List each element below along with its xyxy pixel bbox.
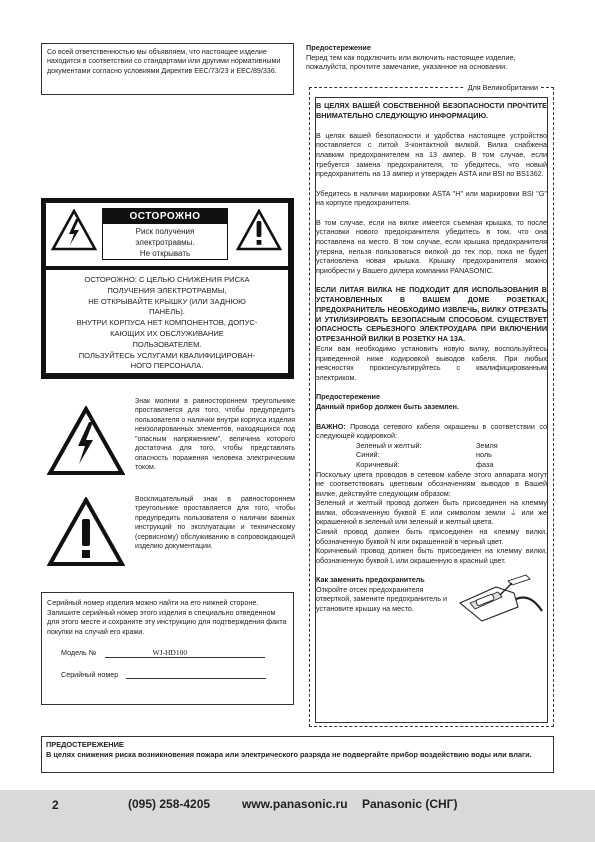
important-text: Провода сетевого кабеля окрашены в соответствии со следующей кодировкой: [316, 421, 547, 441]
declaration-box [41, 43, 294, 95]
bottom-warning-title: ПРЕДОСТЕРЕЖЕНИЕ [46, 740, 124, 749]
wire-row [356, 450, 500, 460]
serial-text-1: Серийный номер изделия можно найти на его нижней стороне. [47, 598, 259, 607]
uk-box [309, 83, 554, 727]
caution-label [41, 198, 294, 379]
caution-top-row [46, 203, 288, 266]
exclamation-symbol-icon [47, 497, 125, 567]
model-label: Модель № [61, 648, 97, 657]
lightning-description: Знак молнии в равностороннем треугольнике проставляется для того, чтобы предупредить пользователя о наличии внутри корпуса изделия неизолированных элементов, находящихся под "опасным напряжением", величина которого достаточна для того, чтобы представлять опасность поражения человека электрическим током. [135, 398, 295, 472]
uk-paragraph-1: В целях вашей безопасности и удобства настоящее устройство поставляется с литой 3-контактной вилкой. Вилка снабжена плавким предохранителем на 13 ампер. В том случае, если требуется замена предохранителя, то убедитесь, что новый предохранитель на 13 ампер и утвержден ASTA или BSI по BS1362. [316, 130, 547, 179]
fuse-text: Откройте отсек предохранителя отверткой, замените предохранитель и установите крышку на место. [316, 584, 447, 614]
caution-sub-line: электротравмы. [135, 238, 195, 247]
caution-main [46, 270, 288, 373]
important-paragraph [316, 422, 547, 441]
uk-paragraph-8: Коричневый провод должен быть присоединен на клемму вилки, обозначенную буквой L или окрашенную в красный цвет. [316, 546, 547, 565]
serial-box [41, 592, 294, 705]
exclamation-description: Восклицательный знак в равностороннем треугольнике проставляется для того, чтобы предупредить пользователя о наличии важных инструкций по эксплуатации и техническому (сервисному) обслуживанию в сопровождающей изделию документации. [135, 496, 295, 551]
footer-site-link[interactable]: www.panasonic.ru [242, 797, 348, 811]
wire-role: Земля [476, 440, 498, 450]
uk-label: Для Великобритании [465, 82, 541, 93]
serial-row [61, 670, 288, 680]
cut-plug-warning: ЕСЛИ ЛИТАЯ ВИЛКА НЕ ПОДХОДИТ ДЛЯ ИСПОЛЬЗОВАНИЯ В УСТАНОВЛЕННЫХ В ВАШЕМ ДОМЕ РОЗЕТКАХ, ПРЕДОХРАНИТЕЛЬ НЕОБХОДИМО ИЗВЛЕЧЬ, ВИЛКУ ОТРЕЗАТЬ И УТИЛИЗИРОВАТЬ БЕЗОПАСНЫМ СПОСОБОМ. СУЩЕСТВУЕТ ОПАСНОСТЬ СЕРЬЕЗНОГО ЭЛЕКТРОУДАРА ПРИ ВКЛЮЧЕНИИ ОТРЕЗАННОЙ ВИЛКИ В РОЗЕТКУ НА 13А. [316, 285, 547, 344]
wire-color: Зеленый и желтый: [356, 440, 422, 450]
uk-paragraph-6: Зеленый и желтый провод должен быть присоединен на клемму вилки, обозначенную буквой Е или символом земли ⏚ или же окрашенной в зеленый или зеленый и желтый цвета. [316, 498, 547, 527]
fuse-section [316, 575, 547, 625]
fuse-title: Как заменить предохранитель [316, 575, 425, 585]
caution-sub-line: Риск получения [135, 227, 195, 236]
caution-title: ОСТОРОЖНО [103, 209, 227, 224]
important-label: ВАЖНО: [316, 421, 346, 431]
caution-sub-line: Не открывать [139, 249, 191, 258]
lightning-symbol-icon [47, 406, 125, 476]
exclamation-triangle-icon [236, 209, 282, 251]
footer-brand: Panasonic (СНГ) [362, 797, 458, 811]
wire-color: Синий: [356, 450, 380, 460]
uk-paragraph-7: Синий провод должен быть присоединен на клемму вилки, обозначенную буквой N или окрашенной в черный цвет. [316, 527, 547, 546]
serial-field[interactable] [126, 670, 266, 679]
earth-title: Предостережение [316, 392, 380, 402]
model-row [61, 648, 288, 658]
earth-text: Данный прибор должен быть заземлен. [316, 401, 459, 411]
safety-heading: В ЦЕЛЯХ ВАШЕЙ СОБСТВЕННОЙ БЕЗОПАСНОСТИ ПРОЧТИТЕ ВНИМАТЕЛЬНО СЛЕДУЮЩУЮ ИНФОРМАЦИЮ. [316, 101, 547, 120]
new-plug-advice: Если вам необходимо установить новую вилку, воспользуйтесь приведенной ниже кодировкой выводов кабеля. При любых неясностях проконсультируйтесь с квалифицированным электриком. [316, 344, 547, 382]
uk-paragraph-2: Убедитесь в наличии маркировки ASTA "Н" или маркировки BSI "G" на корпусе предохранителя. [316, 188, 547, 208]
serial-text-2: Запишите серийный номер этого изделия в специально отведенном для этого месте и сохраните эту инструкцию для подтверждения факта покупки на случай его кражи. [47, 607, 287, 636]
caution-line: ОСТОРОЖНО: С ЦЕЛЬЮ СНИЖЕНИЯ РИСКА [84, 275, 250, 284]
uk-paragraph-3: В том случае, если на вилке имеется съемная крышка, то после установки нового предохранителя убедитесь в том, что она поставлена на место. В том случае, если крышка предохранителя утеряна, нельзя пользоваться вилкой до тех пор, пока не будет установлена новая крышка. Крышку предохранителя можно приобрести у Вашего дилера компании PANASONIC. [316, 217, 547, 275]
fuse-plug-icon [456, 573, 546, 623]
bottom-warning-text: В целях снижения риска возникновения пожара или электрического разряда не подвергайте прибор воздействию воды или влаги. [46, 749, 532, 759]
connect-warning-title: Предостережение [306, 43, 371, 52]
uk-paragraph-5: Поскольку цвета проводов в сетевом кабеле этого аппарата могут не соответствовать цветовым обозначениям выводов в Вашей вилке, действуйте следующим образом: [316, 469, 547, 498]
caution-sub [103, 224, 227, 259]
model-value: WJ-HD100 [152, 647, 188, 657]
serial-label: Серийный номер [61, 669, 119, 679]
caution-line: ПОЛЬЗОВАТЕЛЕМ. [132, 339, 202, 349]
caution-line: ПОЛЬЗУЙТЕСЬ УСЛУГАМИ КВАЛИФИЦИРОВАН- [78, 350, 256, 360]
lightning-triangle-icon [51, 209, 97, 251]
wire-color: Коричневый: [356, 459, 400, 469]
wire-role: ноль [476, 450, 492, 460]
wire-color-table [356, 441, 500, 470]
declaration-text: Со всей ответственностью мы объявляем, что настоящее изделие находится в соответствии со стандартами или другими нормативными документами согласно условиями Директив ЕЕС/73/23 и ЕЕС/89/336. [47, 48, 281, 75]
footer-phone: (095) 258-4205 [128, 797, 211, 811]
footer-bar [0, 790, 595, 842]
model-field[interactable] [105, 649, 265, 658]
caution-line: ВНУТРИ КОРПУСА НЕТ КОМПОНЕНТОВ, ДОПУС- [76, 318, 258, 328]
caution-line: ПАНЕЛЬ). [149, 307, 185, 317]
uk-content [316, 101, 547, 625]
connect-warning [306, 43, 555, 72]
caution-line: КАЮЩИХ ИХ ОБСЛУЖИВАНИЕ [110, 328, 224, 338]
wire-row [356, 441, 500, 451]
bottom-warning-box [41, 736, 554, 773]
connect-warning-text: Перед тем как подключить или включить настоящее изделие, пожалуйста, прочтите замечание, указанное на основании. [306, 52, 516, 72]
wire-row [356, 460, 500, 470]
caution-line: ПОЛУЧЕНИЯ ЭЛЕКТРОТРАВМЫ, [107, 285, 227, 295]
wire-role: фаза [476, 459, 494, 469]
caution-line: НОГО ПЕРСОНАЛА. [130, 361, 204, 371]
page-number: 2 [52, 798, 59, 812]
caution-line: НЕ ОТКРЫВАЙТЕ КРЫШКУ (ИЛИ ЗАДНЮЮ [88, 296, 246, 306]
caution-title-block [102, 208, 228, 260]
